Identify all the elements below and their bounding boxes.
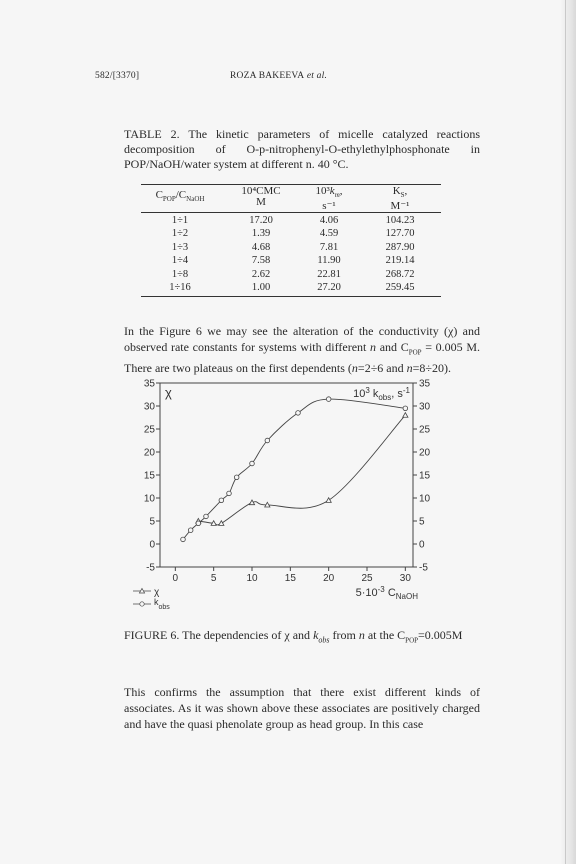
plot-frame [160,383,413,567]
data-point-kobs [219,498,224,503]
y-tick-label-left: 0 [149,539,155,551]
y-tick-label-left: 30 [143,401,155,413]
y-tick-label-right: 20 [419,447,431,459]
x-axis-label: $5\cdot 10^{-3}$ $C_{NaOH}$ [355,585,418,601]
legend-marker-kobs [140,602,144,606]
table-cell: 7.81 [319,241,339,253]
table-cell: 1.00 [251,282,271,293]
column-header-km: $10^3k_m$, s⁻¹ [315,185,343,213]
y-tick-label-right: 25 [419,424,431,436]
data-point-chi [219,521,224,526]
data-point-kobs [326,397,331,402]
table-cell: 104.23 [385,215,415,226]
y-tick-label-right: 0 [419,539,425,551]
table-cell: 1÷16 [169,282,191,293]
table-cell: 7.58 [251,255,271,267]
table-cell: 17.20 [249,215,273,226]
figure-caption: FIGURE 6. The dependencies of χ and $k_{obs}$ from n at the $C_{POP}=0.005M$ [124,628,463,645]
data-point-kobs [227,491,232,496]
column-header-ratio: $C_{POP}/C_{NaOH}$ [155,189,205,204]
data-point-kobs [181,537,186,542]
table-cell: 4.06 [319,215,339,226]
running-head-authors: ROZA BAKEEVA et al. [230,71,328,81]
column-header-ks: $K_S$, M⁻¹ [390,185,410,213]
data-point-chi [403,413,408,418]
series-line-chi [198,415,405,525]
table-cell: 287.90 [385,241,415,253]
column-header-cmc: 10⁴CMC M [241,185,281,208]
y-tick-label-left: 25 [143,424,155,436]
y-tick-label-right: 15 [419,470,431,482]
body-paragraph-1: In the Figure 6 we may see the alteration of the conductivity (χ) and observed rate constants for systems with different n and $C_{POP} = 0.005$ M. There are two plateaus on the first dependents (n=2÷6 and n=8÷20). [124,324,480,376]
table-cell: 1÷8 [171,268,189,280]
y-tick-label-right: 35 [419,378,431,390]
x-tick-label: 20 [323,573,335,584]
x-tick-label: 25 [361,573,373,584]
table-cell: 22.81 [317,268,341,280]
y-tick-label-right: 10 [419,493,431,505]
y-tick-label-left: 5 [149,516,155,528]
legend-label-kobs: $k_{obs}$ [154,597,170,611]
table-cell: 1÷1 [171,215,189,226]
y-tick-label-left: 35 [143,378,155,390]
y-tick-label-right: -5 [419,562,428,574]
x-tick-label: 0 [172,573,179,584]
y-tick-label-right: 5 [419,516,425,528]
data-point-kobs [296,411,301,416]
y-tick-label-left: 10 [143,493,155,505]
table-cell: 259.45 [385,282,415,293]
y-tick-label-right: 30 [419,401,431,413]
table-cell: 4.68 [251,241,271,253]
table-cell: 27.20 [317,282,341,293]
table-cell: 1.39 [251,228,271,240]
x-tick-label: 10 [246,573,258,584]
y-tick-label-left: -5 [146,562,155,574]
body-paragraph-2: This confirms the assumption that there exist different kinds of associates. As it was shown above these associates are positively charged and have the quasi phenolate group as head group. In this case [124,685,480,731]
table-cell: 127.70 [385,228,415,240]
table-cell: 1÷4 [171,255,189,267]
data-point-kobs [196,521,201,526]
legend-label-chi: χ [154,587,160,598]
table-cell: 1÷3 [171,241,189,253]
data-point-kobs [234,475,239,480]
data-point-kobs [188,528,193,533]
table-cell: 11.90 [317,255,341,267]
table-cell: 2.62 [251,268,271,280]
table-cell: 1÷2 [171,228,189,240]
data-point-kobs [250,461,255,466]
data-point-chi [326,498,331,503]
table-cell: 219.14 [385,255,415,267]
x-tick-label: 5 [210,573,217,584]
table-cell: 268.72 [385,268,415,280]
x-tick-label: 30 [399,573,411,584]
y-tick-label-left: 20 [143,447,155,459]
x-tick-label: 15 [284,573,296,584]
table-caption: TABLE 2. The kinetic parameters of micelle catalyzed reactions decomposition of O-p-nitrophenyl-O-ethylethylphosphonate in POP/NaOH/water system at different n. 40 °C. [124,127,480,171]
page-number: 582/[3370] [95,71,140,81]
y-tick-label-left: 15 [143,470,155,482]
y-axis-label-left: χ [165,385,172,400]
data-point-kobs [204,514,209,519]
data-point-kobs [265,438,270,443]
series-line-kobs [183,399,405,539]
table-cell: 4.59 [319,228,339,240]
y-axis-label-right: $10^3$ $k_{obs}$, $s^{-1}$ [353,386,410,402]
data-point-kobs [403,406,408,411]
